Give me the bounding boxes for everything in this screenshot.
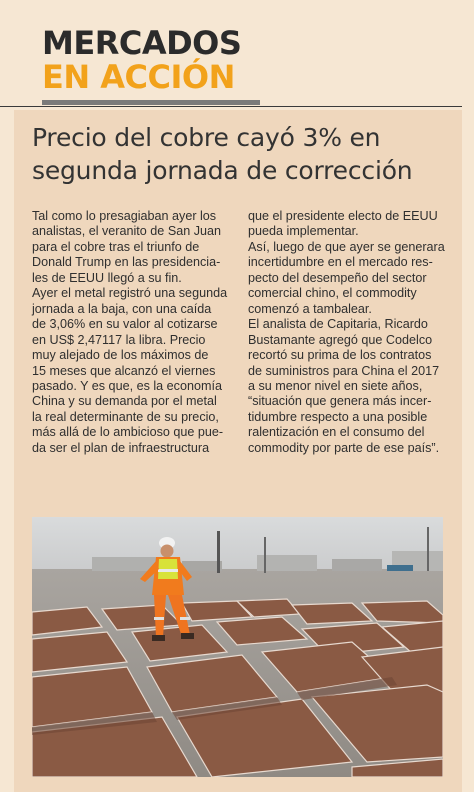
body-text-line: commodity por parte de ese país”. (248, 440, 440, 455)
body-text-line: El analista de Capitaria, Ricardo (248, 317, 428, 332)
body-text-line: “situación que genera más incer- (248, 394, 432, 409)
body-text-line: Donald Trump en las presidencia- (32, 255, 221, 270)
body-text-line: para el cobre tras el triunfo de (32, 239, 200, 254)
body-text-line: tidumbre respecto a una posible (248, 409, 428, 424)
body-text-line: pasado. Y es que, es la economía (32, 378, 222, 393)
body-text-line: más allá de lo ambicioso que pue- (32, 425, 224, 440)
body-text-line: les de EEUU llegó a su fin. (32, 270, 182, 285)
masthead-title-line2: EN ACCIÓN (42, 58, 235, 96)
article-photo (32, 517, 443, 777)
body-text-line: da ser el plan de infraestructura (32, 440, 210, 455)
headline-line: Precio del cobre cayó 3% en (32, 123, 381, 152)
article-column-right (248, 209, 458, 456)
body-text-line: 15 meses que alcanzó el viernes (32, 363, 216, 378)
body-text-line: Bustamante agregó que Codelco (248, 332, 433, 347)
body-text-line: China y su demanda por el metal (32, 394, 217, 409)
body-text-line: a su menor nivel en siete años, (248, 378, 423, 393)
body-text-line: Ayer el metal registró una segunda (32, 286, 228, 301)
masthead-title-line1: MERCADOS (42, 24, 242, 62)
body-text-line: jornada a la baja, con una caída (32, 301, 212, 316)
article-headline (32, 121, 452, 187)
body-text-line: en US$ 2,47117 la libra. Precio (32, 332, 206, 347)
body-text-line: muy alejado de los máximos de (32, 348, 209, 363)
body-text-line: incertidumbre en el mercado res- (248, 255, 433, 270)
body-text-line: Así, luego de que ayer se generara (248, 239, 445, 254)
body-text-line: comercial chino, el commodity (248, 286, 417, 301)
masthead (0, 0, 474, 110)
headline-line: segunda jornada de corrección (32, 156, 413, 185)
body-text-line: pueda implementar. (248, 224, 359, 239)
body-text-line: analistas, el veranito de San Juan (32, 224, 222, 239)
body-text-line: que el presidente electo de EEUU (248, 209, 438, 223)
body-text-line: recortó su prima de los contratos (248, 348, 432, 363)
body-text-line: de suministros para China el 2017 (248, 363, 440, 378)
header-divider (0, 106, 462, 107)
body-text-line: la real determinante de su precio, (32, 409, 219, 424)
masthead-underline (42, 100, 260, 105)
copper-yard-illustration (32, 517, 443, 777)
body-text-line: Tal como lo presagiaban ayer los (32, 209, 217, 223)
body-text-line: comenzó a tambalear. (248, 301, 372, 316)
body-text-line: ralentización en el consumo del (248, 425, 425, 440)
article-column-left (32, 209, 240, 456)
body-text-line: pecto del desempeño del sector (248, 270, 427, 285)
body-text-line: de 3,06% en su valor al cotizarse (32, 317, 218, 332)
